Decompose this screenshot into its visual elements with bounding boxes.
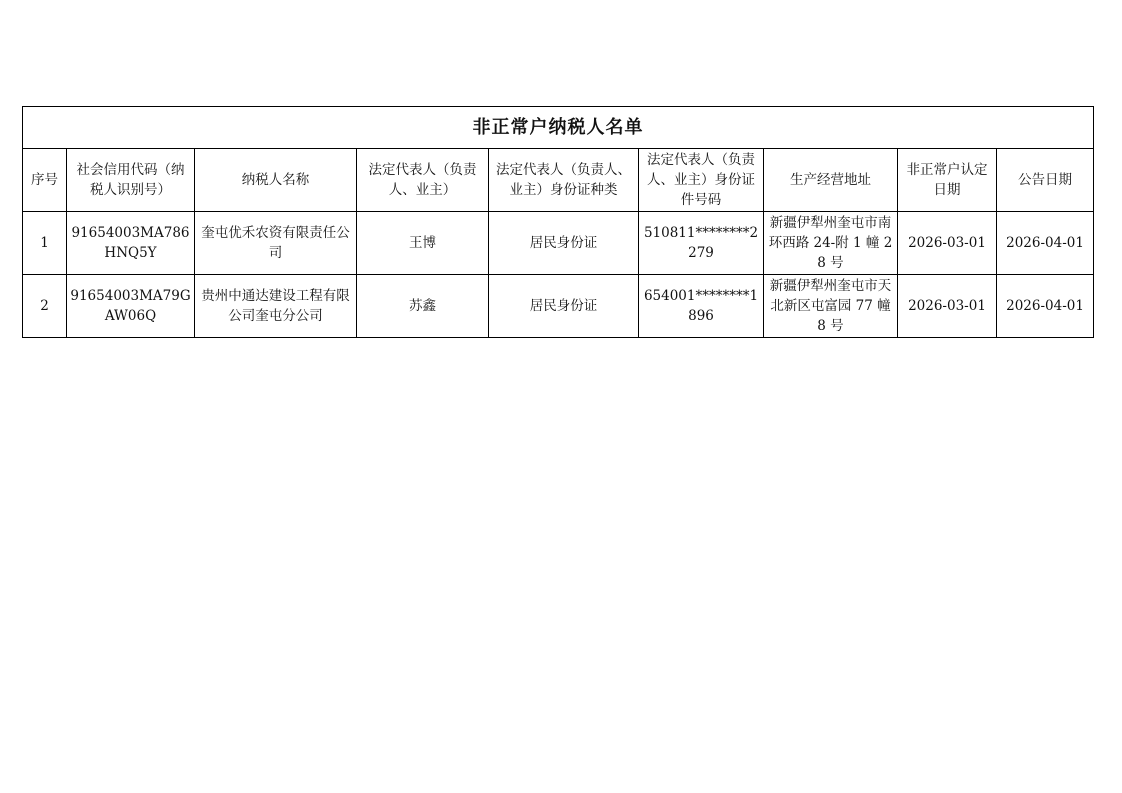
cell-id-type: 居民身份证	[489, 275, 639, 338]
header-cell-no: 序号	[23, 149, 67, 212]
header-cell-id-number: 法定代表人（负责人、业主）身份证件号码	[639, 149, 764, 212]
cell-credit-code: 91654003MA79GAW06Q	[67, 275, 195, 338]
cell-taxpayer-name: 贵州中通达建设工程有限公司奎屯分公司	[195, 275, 357, 338]
header-cell-address: 生产经营地址	[764, 149, 898, 212]
document-title: 非正常户纳税人名单	[23, 107, 1094, 149]
cell-no: 2	[23, 275, 67, 338]
cell-announce-date: 2026-04-01	[997, 275, 1094, 338]
header-cell-announce-date: 公告日期	[997, 149, 1094, 212]
table-row	[23, 275, 1094, 338]
cell-id-type: 居民身份证	[489, 212, 639, 275]
table-row	[23, 212, 1094, 275]
cell-taxpayer-name: 奎屯优禾农资有限责任公司	[195, 212, 357, 275]
cell-id-number: 510811********2279	[639, 212, 764, 275]
header-row	[23, 149, 1094, 212]
cell-legal-rep: 王博	[357, 212, 489, 275]
cell-announce-date: 2026-04-01	[997, 212, 1094, 275]
header-cell-credit-code: 社会信用代码（纳税人识别号）	[67, 149, 195, 212]
cell-address: 新疆伊犁州奎屯市南环西路 24-附 1 幢 28 号	[764, 212, 898, 275]
header-cell-recognized-date: 非正常户认定日期	[898, 149, 997, 212]
cell-address: 新疆伊犁州奎屯市天北新区屯富园 77 幢 8 号	[764, 275, 898, 338]
cell-recognized-date: 2026-03-01	[898, 212, 997, 275]
cell-no: 1	[23, 212, 67, 275]
header-cell-id-type: 法定代表人（负责人、业主）身份证种类	[489, 149, 639, 212]
cell-legal-rep: 苏鑫	[357, 275, 489, 338]
header-cell-legal-rep: 法定代表人（负责人、业主）	[357, 149, 489, 212]
taxpayer-table	[22, 106, 1094, 338]
cell-id-number: 654001********1896	[639, 275, 764, 338]
cell-credit-code: 91654003MA786HNQ5Y	[67, 212, 195, 275]
cell-recognized-date: 2026-03-01	[898, 275, 997, 338]
header-cell-name: 纳税人名称	[195, 149, 357, 212]
